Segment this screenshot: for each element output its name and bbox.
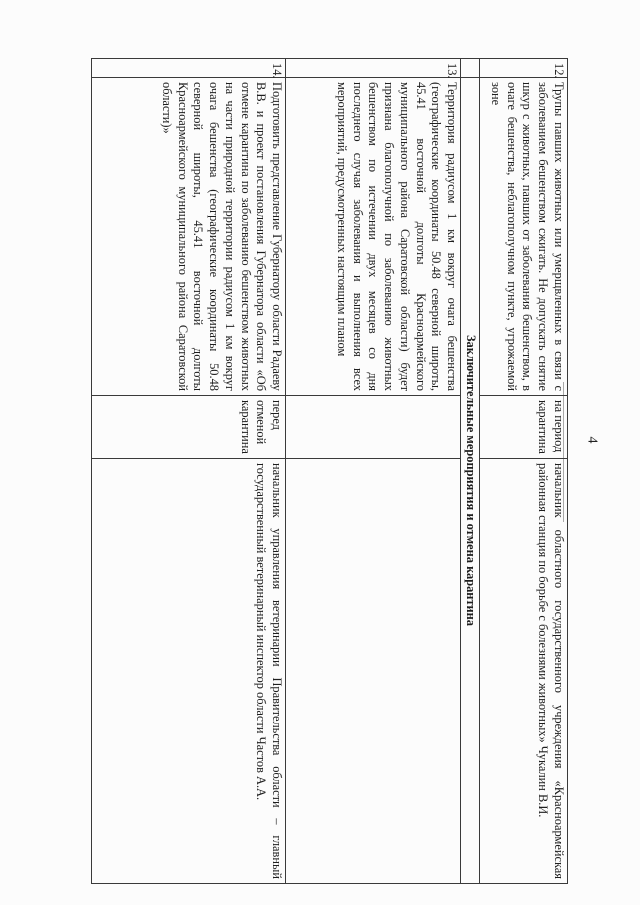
section-header-row (461, 59, 480, 884)
row-number: 14. (92, 59, 286, 78)
responsible-cell: начальник управления ветеринарии Правительства области – главный государственный ветеринарный инспектор области Частов А.А. (92, 459, 286, 884)
period-cell: перед отменой карантина (92, 396, 286, 459)
period-cell (286, 396, 461, 459)
page-number: 4 (584, 436, 600, 444)
table-row (480, 59, 568, 884)
responsible-cell: начальник областного государственного учреждения «Красноармейская районная станция по борьбе с болезнями животных» Чукалин В.И. (480, 459, 568, 884)
table-row (286, 59, 461, 884)
row-number: 12. (480, 59, 568, 78)
row-number: 13. (286, 59, 461, 78)
section-number-cell (461, 59, 480, 78)
rotated-table-wrapper (93, 58, 568, 883)
measure-cell: Территория радиусом 1 км вокруг очага бешенства (географические координаты 50.48 северной широты, 45.41 восточной долготы Красноармейского муниципального района Саратовской области) будет признана благополучной по заболеванию животных бешенством по истечении двух месяцев со дня последнего случая заболевания и выполнения всех мероприятий, предусмотренных настоящим планом (286, 78, 461, 396)
measure-cell: Трупы павших животных или умерщвленных в связи с заболеванием бешенством сжигать. Не допускать снятие шкур с животных, павших от заболевания бешенством, в очаге бешенства, неблагополучном пункте, угрожаемой зоне (480, 78, 568, 396)
section-title: Заключительные мероприятия и отмена карантина (461, 78, 480, 884)
measure-cell: Подготовить представление Губернатору области Радаеву В.В. и проект постановления Губернатора области «Об отмене карантина по заболеванию бешенством животных на части природной территории радиусом 1 км вокруг очага бешенства (географические координаты 50.48 северной широты, 45.41 восточной долготы Красноармейского муниципального района Саратовской области)» (92, 78, 286, 396)
table-row (92, 59, 286, 884)
responsible-cell (286, 459, 461, 884)
plan-table (91, 58, 568, 884)
period-cell: на период карантина (480, 396, 568, 459)
